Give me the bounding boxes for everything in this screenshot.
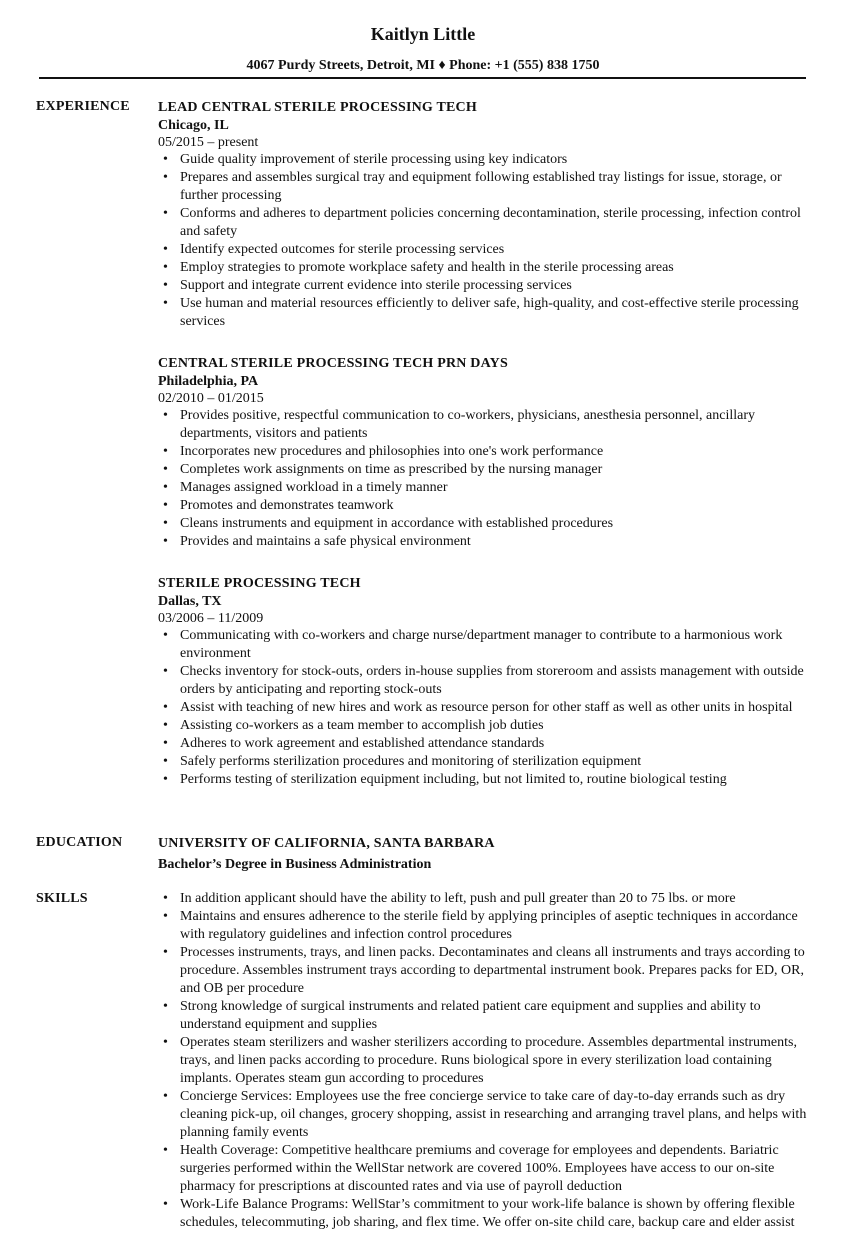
list-item: • Health Coverage: Competitive healthcare premiums and coverage for employees and dependents. Bariatric surgeries performed within the WellStar network are covered 100%. Employees have access to our on-site pharmacy for prescriptions at discounted rates and via use of payroll deduction [158,1142,818,1196]
education-entry [158,835,818,874]
list-item: • Cleans instruments and equipment in accordance with established procedures [158,515,818,533]
list-item: • Provides positive, respectful communication to co-workers, physicians, anesthesia personnel, ancillary departments, visitors and patients [158,407,818,443]
list-item: • Provides and maintains a safe physical environment [158,533,818,551]
list-item: • Prepares and assembles surgical tray and equipment following established tray listings for issue, storage, or further processing [158,169,818,205]
list-item: • Concierge Services: Employees use the free concierge service to take care of day-to-day errands such as dry cleaning pick-up, oil changes, grocery shopping, assist in researching and arranging travel plans, and helps with planning family events [158,1088,818,1142]
list-item: • Checks inventory for stock-outs, orders in-house supplies from storeroom and assists management with outside orders by anticipating and reporting stock-outs [158,663,818,699]
list-item: • Use human and material resources efficiently to deliver safe, high-quality, and cost-effective sterile processing services [158,295,818,331]
job-entry-1 [158,99,818,331]
list-item: • Assisting co-workers as a team member to accomplish job duties [158,717,818,735]
list-item: • Assist with teaching of new hires and work as resource person for other staff as well as other units in hospital [158,699,818,717]
job-location: Dallas, TX [158,594,222,609]
candidate-name: Kaitlyn Little [370,24,476,44]
job-title: CENTRAL STERILE PROCESSING TECH PRN DAYS [158,356,508,371]
list-item: • Conforms and adheres to department policies concerning decontamination, sterile processing, infection control and safety [158,205,818,241]
section-label-experience: EXPERIENCE [36,99,130,114]
job-dates: 03/2006 – 11/2009 [158,611,264,626]
list-item: • Strong knowledge of surgical instruments and related patient care equipment and supplies and ability to understand equipment and supplies [158,998,818,1034]
skills-list [158,890,818,1232]
job-entry-3 [158,575,818,789]
list-item: • Maintains and ensures adherence to the sterile field by applying principles of aseptic techniques in accordance with regulatory guidelines and infection control procedures [158,908,818,944]
list-item: • Promotes and demonstrates teamwork [158,497,818,515]
list-item: • Guide quality improvement of sterile processing using key indicators [158,151,818,169]
job-title: STERILE PROCESSING TECH [158,576,361,591]
job-entry-2 [158,355,818,551]
list-item: • Support and integrate current evidence into sterile processing services [158,277,818,295]
job-title: LEAD CENTRAL STERILE PROCESSING TECH [158,100,477,115]
contact-line: 4067 Purdy Streets, Detroit, MI ♦ Phone: +1 (555) 838 1750 [246,58,600,73]
job-location: Philadelphia, PA [158,374,259,389]
job-duties-list [158,407,818,551]
header-divider [39,77,806,79]
school-name: UNIVERSITY OF CALIFORNIA, SANTA BARBARA [158,836,495,851]
list-item: • Completes work assignments on time as prescribed by the nursing manager [158,461,818,479]
list-item: • Employ strategies to promote workplace safety and health in the sterile processing areas [158,259,818,277]
job-dates: 05/2015 – present [158,135,259,150]
job-duties-list [158,151,818,331]
list-item: • Performs testing of sterilization equipment including, but not limited to, routine biological testing [158,771,818,789]
job-location: Chicago, IL [158,118,229,133]
list-item: • Identify expected outcomes for sterile processing services [158,241,818,259]
list-item: • Manages assigned workload in a timely manner [158,479,818,497]
list-item: • Adheres to work agreement and established attendance standards [158,735,818,753]
list-item: • Communicating with co-workers and charge nurse/department manager to contribute to a harmonious work environment [158,627,818,663]
section-label-skills: SKILLS [36,891,88,906]
section-label-education: EDUCATION [36,835,123,850]
list-item: • Work-Life Balance Programs: WellStar’s commitment to your work-life balance is shown by offering flexible schedules, telecommuting, job sharing, and flex time. We offer on-site child care, backup care and elder assist [158,1196,818,1232]
list-item: • Processes instruments, trays, and linen packs. Decontaminates and cleans all instruments and trays according to procedure. Assembles instrument trays according to departmental instrument book. Prepares packs for ED, OR, and OB per procedure [158,944,818,998]
list-item: • Incorporates new procedures and philosophies into one's work performance [158,443,818,461]
list-item: • Safely performs sterilization procedures and monitoring of sterilization equipment [158,753,818,771]
list-item: • Operates steam sterilizers and washer sterilizers according to procedure. Assembles departmental instruments, trays, and linen packs according to procedure. Runs biological spore in every sterilization load containing implants. Operates steam gun according to procedures [158,1034,818,1088]
skills-entry [158,890,818,1232]
degree-name: Bachelor’s Degree in Business Administration [158,857,432,872]
list-item: • In addition applicant should have the ability to left, push and pull greater than 20 to 75 lbs. or more [158,890,818,908]
job-dates: 02/2010 – 01/2015 [158,391,264,406]
job-duties-list [158,627,818,789]
